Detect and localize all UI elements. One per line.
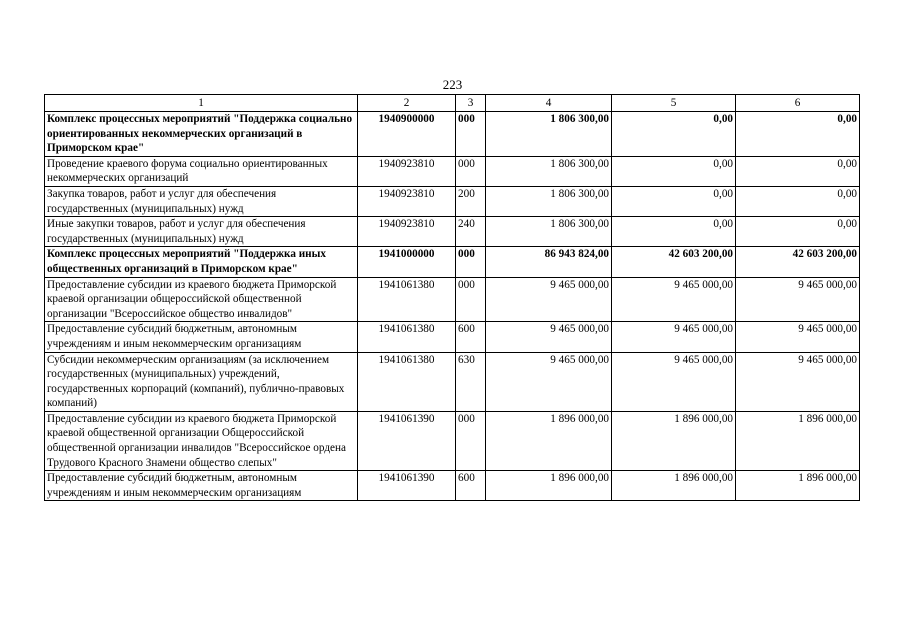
table-row bbox=[45, 247, 860, 277]
row-amount-6: 42 603 200,00 bbox=[736, 247, 860, 277]
row-amount-6: 9 465 000,00 bbox=[736, 352, 860, 411]
row-amount-5: 9 465 000,00 bbox=[612, 352, 736, 411]
row-name: Предоставление субсидии из краевого бюджета Приморской краевой организации общероссийской общественной организации "Всероссийское общество инвалидов" bbox=[45, 277, 358, 322]
row-name: Иные закупки товаров, работ и услуг для обеспечения государственных (муниципальных) нужд bbox=[45, 217, 358, 247]
row-amount-4: 1 896 000,00 bbox=[486, 471, 612, 501]
row-code: 1941061380 bbox=[358, 277, 456, 322]
table-header bbox=[45, 95, 860, 112]
row-name: Предоставление субсидий бюджетным, автономным учреждениям и иным некоммерческим организациям bbox=[45, 471, 358, 501]
table-body bbox=[45, 112, 860, 501]
table-row bbox=[45, 352, 860, 411]
row-name: Субсидии некоммерческим организациям (за исключением государственных (муниципальных) учреждений, государственных корпораций (компаний), публично-правовых компаний) bbox=[45, 352, 358, 411]
row-name: Закупка товаров, работ и услуг для обеспечения государственных (муниципальных) нужд bbox=[45, 186, 358, 216]
row-amount-6: 1 896 000,00 bbox=[736, 411, 860, 470]
row-expense-type: 000 bbox=[456, 411, 486, 470]
row-amount-4: 1 896 000,00 bbox=[486, 411, 612, 470]
row-code: 1941061380 bbox=[358, 352, 456, 411]
row-amount-4: 9 465 000,00 bbox=[486, 352, 612, 411]
row-code: 1941061380 bbox=[358, 322, 456, 352]
row-amount-5: 1 896 000,00 bbox=[612, 471, 736, 501]
table-row bbox=[45, 471, 860, 501]
column-header-2: 2 bbox=[358, 95, 456, 112]
row-amount-4: 9 465 000,00 bbox=[486, 277, 612, 322]
row-amount-5: 9 465 000,00 bbox=[612, 277, 736, 322]
row-expense-type: 240 bbox=[456, 217, 486, 247]
row-expense-type: 000 bbox=[456, 277, 486, 322]
row-code: 1940923810 bbox=[358, 156, 456, 186]
table-row bbox=[45, 322, 860, 352]
row-expense-type: 000 bbox=[456, 247, 486, 277]
row-name: Предоставление субсидии из краевого бюджета Приморской краевой общественной организации Общероссийской общественной организации инвалидов "Всероссийское ордена Трудового Красного Знамени общество слепых" bbox=[45, 411, 358, 470]
table-row bbox=[45, 411, 860, 470]
row-expense-type: 630 bbox=[456, 352, 486, 411]
row-name: Комплекс процессных мероприятий "Поддержка иных общественных организаций в Приморском крае" bbox=[45, 247, 358, 277]
row-amount-5: 0,00 bbox=[612, 186, 736, 216]
row-amount-6: 9 465 000,00 bbox=[736, 277, 860, 322]
row-amount-5: 9 465 000,00 bbox=[612, 322, 736, 352]
budget-table bbox=[44, 94, 860, 501]
row-amount-5: 0,00 bbox=[612, 112, 736, 157]
row-expense-type: 000 bbox=[456, 112, 486, 157]
column-header-4: 4 bbox=[486, 95, 612, 112]
row-amount-4: 1 806 300,00 bbox=[486, 112, 612, 157]
row-amount-6: 0,00 bbox=[736, 156, 860, 186]
page-number: 223 bbox=[442, 77, 463, 92]
column-header-6: 6 bbox=[736, 95, 860, 112]
row-amount-4: 1 806 300,00 bbox=[486, 217, 612, 247]
row-expense-type: 000 bbox=[456, 156, 486, 186]
row-name: Проведение краевого форума социально ориентированных некоммерческих организаций bbox=[45, 156, 358, 186]
row-code: 1940923810 bbox=[358, 217, 456, 247]
row-expense-type: 600 bbox=[456, 471, 486, 501]
row-expense-type: 600 bbox=[456, 322, 486, 352]
table-row bbox=[45, 186, 860, 216]
row-amount-6: 9 465 000,00 bbox=[736, 322, 860, 352]
table-row bbox=[45, 217, 860, 247]
table-row bbox=[45, 156, 860, 186]
row-amount-6: 1 896 000,00 bbox=[736, 471, 860, 501]
row-amount-4: 9 465 000,00 bbox=[486, 322, 612, 352]
row-amount-6: 0,00 bbox=[736, 217, 860, 247]
row-amount-6: 0,00 bbox=[736, 112, 860, 157]
row-code: 1941000000 bbox=[358, 247, 456, 277]
row-amount-5: 1 896 000,00 bbox=[612, 411, 736, 470]
row-code: 1940923810 bbox=[358, 186, 456, 216]
header-row bbox=[45, 95, 860, 112]
row-code: 1941061390 bbox=[358, 411, 456, 470]
row-amount-6: 0,00 bbox=[736, 186, 860, 216]
table-row bbox=[45, 112, 860, 157]
row-name: Предоставление субсидий бюджетным, автономным учреждениям и иным некоммерческим организациям bbox=[45, 322, 358, 352]
row-amount-4: 1 806 300,00 bbox=[486, 156, 612, 186]
row-amount-4: 1 806 300,00 bbox=[486, 186, 612, 216]
row-code: 1941061390 bbox=[358, 471, 456, 501]
row-code: 1940900000 bbox=[358, 112, 456, 157]
row-expense-type: 200 bbox=[456, 186, 486, 216]
row-name: Комплекс процессных мероприятий "Поддержка социально ориентированных некоммерческих организаций в Приморском крае" bbox=[45, 112, 358, 157]
row-amount-5: 42 603 200,00 bbox=[612, 247, 736, 277]
row-amount-4: 86 943 824,00 bbox=[486, 247, 612, 277]
row-amount-5: 0,00 bbox=[612, 217, 736, 247]
table-row bbox=[45, 277, 860, 322]
row-amount-5: 0,00 bbox=[612, 156, 736, 186]
column-header-1: 1 bbox=[45, 95, 358, 112]
column-header-5: 5 bbox=[612, 95, 736, 112]
column-header-3: 3 bbox=[456, 95, 486, 112]
